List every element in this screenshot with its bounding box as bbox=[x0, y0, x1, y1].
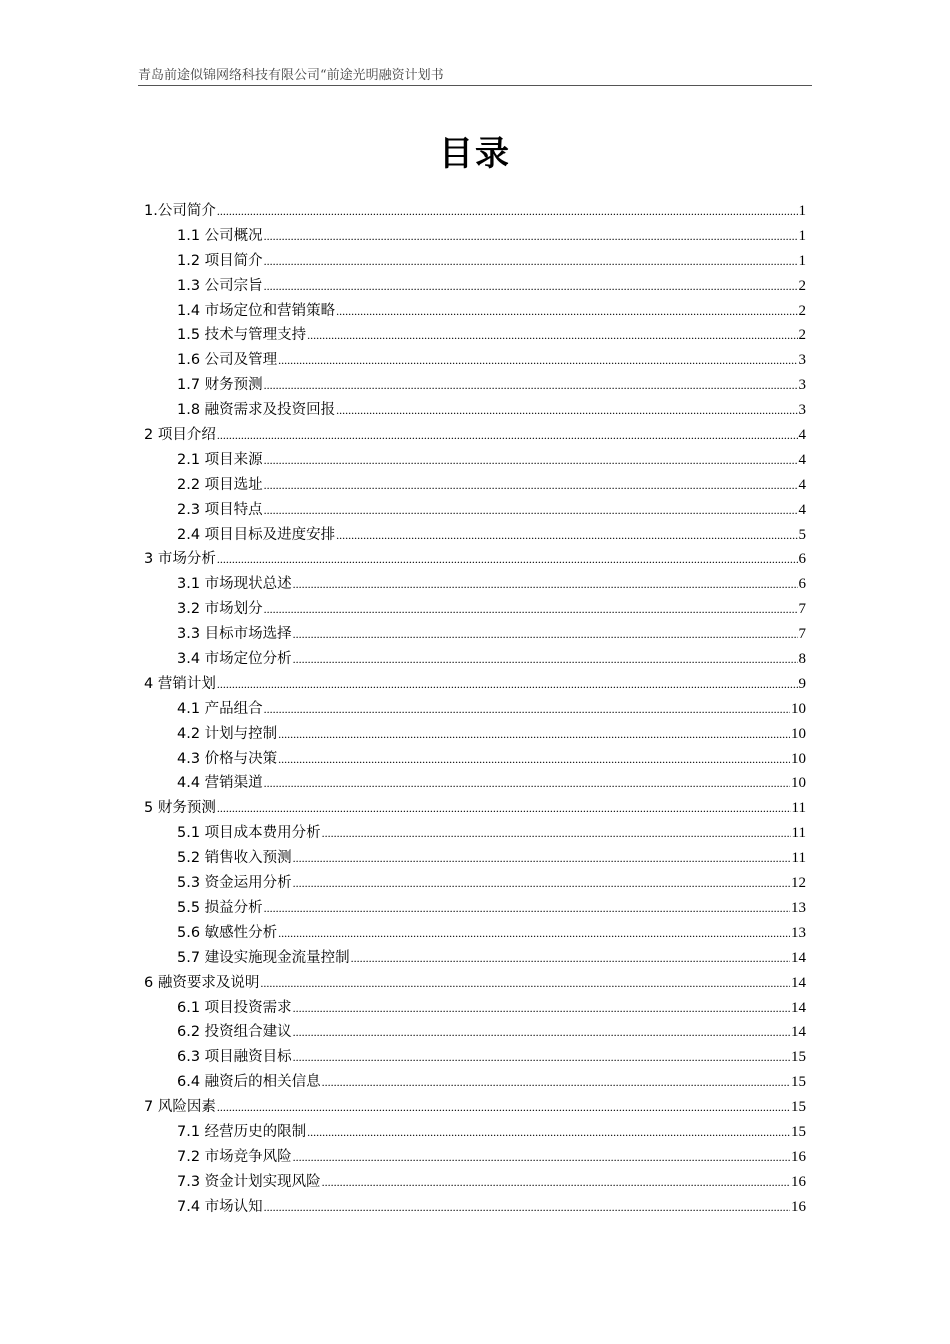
toc-page-number: 4 bbox=[798, 501, 806, 518]
toc-subsection-entry[interactable] bbox=[144, 622, 806, 647]
toc-section-entry[interactable] bbox=[144, 796, 806, 821]
toc-page-number: 4 bbox=[798, 451, 806, 468]
toc-subsection-entry[interactable] bbox=[144, 821, 806, 846]
toc-page-number: 11 bbox=[791, 850, 806, 867]
toc-subsection-entry[interactable] bbox=[144, 697, 806, 722]
toc-page-number: 4 bbox=[798, 476, 806, 493]
toc-page-number: 10 bbox=[791, 700, 806, 717]
toc-dot-leader bbox=[293, 622, 798, 647]
toc-entry-label: 1.3 公司宗旨 bbox=[177, 277, 263, 294]
toc-subsection-entry[interactable] bbox=[144, 1020, 806, 1045]
toc-page-number: 16 bbox=[791, 1198, 806, 1215]
toc-section-entry[interactable] bbox=[144, 672, 806, 697]
toc-page-number: 15 bbox=[791, 1074, 806, 1091]
toc-entry-label: 7.4 市场认知 bbox=[177, 1198, 263, 1215]
toc-subsection-entry[interactable] bbox=[144, 846, 806, 871]
toc-dot-leader bbox=[278, 921, 790, 946]
toc-page-number: 1 bbox=[798, 203, 806, 219]
toc-dot-leader bbox=[322, 1170, 790, 1195]
toc-subsection-entry[interactable] bbox=[144, 896, 806, 921]
toc-subsection-entry[interactable] bbox=[144, 1120, 806, 1145]
toc-dot-leader bbox=[264, 597, 798, 622]
toc-page-number: 14 bbox=[791, 1024, 806, 1041]
toc-entry-label: 3.2 市场划分 bbox=[177, 601, 263, 618]
toc-entry-label: 3 市场分析 bbox=[144, 551, 216, 568]
toc-subsection-entry[interactable] bbox=[144, 473, 806, 498]
toc-page-number: 3 bbox=[798, 377, 806, 394]
toc-dot-leader bbox=[336, 523, 797, 548]
toc-entry-label: 1.公司简介 bbox=[144, 203, 216, 219]
toc-entry-label: 7.3 资金计划实现风险 bbox=[177, 1173, 321, 1190]
toc-subsection-entry[interactable] bbox=[144, 249, 806, 274]
toc-subsection-entry[interactable] bbox=[144, 1045, 806, 1070]
toc-subsection-entry[interactable] bbox=[144, 597, 806, 622]
toc-page-number: 1 bbox=[798, 252, 806, 269]
toc-dot-leader bbox=[293, 996, 790, 1021]
toc-entry-label: 2 项目介绍 bbox=[144, 427, 216, 444]
toc-page-number: 15 bbox=[791, 1123, 806, 1140]
toc-page-number: 13 bbox=[791, 899, 806, 916]
toc-entry-label: 7 风险因素 bbox=[144, 1099, 216, 1116]
toc-page-number: 16 bbox=[791, 1173, 806, 1190]
toc-page-number: 2 bbox=[798, 302, 806, 319]
toc-entry-label: 6.1 项目投资需求 bbox=[177, 999, 292, 1016]
toc-entry-label: 7.1 经营历史的限制 bbox=[177, 1123, 307, 1140]
toc-entry-label: 4 营销计划 bbox=[144, 675, 216, 692]
toc-entry-label: 1.6 公司及管理 bbox=[177, 352, 278, 369]
toc-entry-label: 1.1 公司概况 bbox=[177, 227, 263, 244]
toc-dot-leader bbox=[264, 249, 798, 274]
toc-subsection-entry[interactable] bbox=[144, 299, 806, 324]
toc-entry-label: 5.7 建设实施现金流量控制 bbox=[177, 949, 350, 966]
toc-page-number: 16 bbox=[791, 1148, 806, 1165]
toc-entry-label: 2.2 项目选址 bbox=[177, 476, 263, 493]
toc-subsection-entry[interactable] bbox=[144, 722, 806, 747]
toc-dot-leader bbox=[264, 498, 798, 523]
toc-subsection-entry[interactable] bbox=[144, 498, 806, 523]
toc-entry-label: 5.1 项目成本费用分析 bbox=[177, 825, 321, 842]
toc-dot-leader bbox=[336, 398, 797, 423]
toc-section-entry[interactable] bbox=[144, 199, 806, 224]
toc-subsection-entry[interactable] bbox=[144, 398, 806, 423]
toc-page-number: 6 bbox=[798, 551, 806, 568]
toc-page-number: 10 bbox=[791, 750, 806, 767]
toc-dot-leader bbox=[293, 846, 791, 871]
toc-page-number: 13 bbox=[791, 924, 806, 941]
toc-subsection-entry[interactable] bbox=[144, 747, 806, 772]
toc-entry-label: 3.3 目标市场选择 bbox=[177, 626, 292, 643]
toc-dot-leader bbox=[264, 224, 798, 249]
toc-dot-leader bbox=[264, 697, 790, 722]
toc-entry-label: 5.2 销售收入预测 bbox=[177, 850, 292, 867]
toc-subsection-entry[interactable] bbox=[144, 448, 806, 473]
toc-subsection-entry[interactable] bbox=[144, 1145, 806, 1170]
toc-dot-leader bbox=[264, 373, 798, 398]
toc-subsection-entry[interactable] bbox=[144, 523, 806, 548]
toc-entry-label: 4.1 产品组合 bbox=[177, 700, 263, 717]
toc-page-number: 3 bbox=[798, 402, 806, 419]
toc-dot-leader bbox=[322, 1070, 790, 1095]
toc-dot-leader bbox=[217, 423, 798, 448]
toc-dot-leader bbox=[264, 274, 798, 299]
toc-dot-leader bbox=[217, 672, 798, 697]
toc-dot-leader bbox=[264, 448, 798, 473]
toc-dot-leader bbox=[278, 722, 790, 747]
toc-entry-label: 5.6 敏感性分析 bbox=[177, 924, 278, 941]
toc-page-number: 12 bbox=[791, 875, 806, 892]
toc-dot-leader bbox=[264, 1195, 790, 1220]
toc-page-number: 7 bbox=[798, 601, 806, 618]
toc-subsection-entry[interactable] bbox=[144, 647, 806, 672]
toc-dot-leader bbox=[260, 971, 790, 996]
toc-subsection-entry[interactable] bbox=[144, 1170, 806, 1195]
toc-subsection-entry[interactable] bbox=[144, 274, 806, 299]
toc-dot-leader bbox=[293, 572, 798, 597]
toc-subsection-entry[interactable] bbox=[144, 1195, 806, 1220]
toc-entry-label: 1.4 市场定位和营销策略 bbox=[177, 302, 336, 319]
toc-subsection-entry[interactable] bbox=[144, 1070, 806, 1095]
toc-entry-label: 6.3 项目融资目标 bbox=[177, 1049, 292, 1066]
toc-dot-leader bbox=[293, 647, 798, 672]
toc-dot-leader bbox=[264, 771, 790, 796]
toc-page-number: 9 bbox=[798, 675, 806, 692]
toc-page-number: 10 bbox=[791, 725, 806, 742]
toc-dot-leader bbox=[217, 796, 791, 821]
toc-entry-label: 1.7 财务预测 bbox=[177, 377, 263, 394]
toc-subsection-entry[interactable] bbox=[144, 771, 806, 796]
toc-page-number: 1 bbox=[798, 227, 806, 244]
toc-page-number: 7 bbox=[798, 626, 806, 643]
toc-dot-leader bbox=[264, 473, 798, 498]
toc-page-number: 11 bbox=[791, 800, 806, 817]
toc-subsection-entry[interactable] bbox=[144, 946, 806, 971]
toc-dot-leader bbox=[217, 547, 798, 572]
toc-entry-label: 1.5 技术与管理支持 bbox=[177, 327, 307, 344]
toc-page-number: 14 bbox=[791, 974, 806, 991]
toc-entry-label: 7.2 市场竞争风险 bbox=[177, 1148, 292, 1165]
toc-page-number: 14 bbox=[791, 949, 806, 966]
toc-page-number: 2 bbox=[798, 327, 806, 344]
toc-section-entry[interactable] bbox=[144, 423, 806, 448]
toc-subsection-entry[interactable] bbox=[144, 224, 806, 249]
toc-page-number: 11 bbox=[791, 825, 806, 842]
toc-page-number: 4 bbox=[798, 427, 806, 444]
toc-subsection-entry[interactable] bbox=[144, 921, 806, 946]
toc-section-entry[interactable] bbox=[144, 547, 806, 572]
toc-subsection-entry[interactable] bbox=[144, 572, 806, 597]
toc-dot-leader bbox=[264, 896, 790, 921]
toc-entry-label: 2.1 项目来源 bbox=[177, 451, 263, 468]
toc-page-number: 15 bbox=[791, 1099, 806, 1116]
toc-entry-label: 2.4 项目目标及进度安排 bbox=[177, 526, 336, 543]
toc-dot-leader bbox=[336, 299, 797, 324]
toc-subsection-entry[interactable] bbox=[144, 871, 806, 896]
toc-dot-leader bbox=[307, 323, 797, 348]
toc-dot-leader bbox=[217, 1095, 790, 1120]
toc-entry-label: 1.2 项目简介 bbox=[177, 252, 263, 269]
toc-entry-label: 4.4 营销渠道 bbox=[177, 775, 263, 792]
toc-page-number: 3 bbox=[798, 352, 806, 369]
toc-page-number: 8 bbox=[798, 651, 806, 668]
toc-entry-label: 6.2 投资组合建议 bbox=[177, 1024, 292, 1041]
toc-section-entry[interactable] bbox=[144, 1095, 806, 1120]
toc-subsection-entry[interactable] bbox=[144, 323, 806, 348]
toc-page-number: 15 bbox=[791, 1049, 806, 1066]
toc-subsection-entry[interactable] bbox=[144, 373, 806, 398]
toc-dot-leader bbox=[351, 946, 790, 971]
page-title: 目录 bbox=[439, 134, 511, 174]
toc-page-number: 2 bbox=[798, 277, 806, 294]
toc-page-number: 6 bbox=[798, 576, 806, 593]
toc-dot-leader bbox=[293, 1020, 790, 1045]
toc-dot-leader bbox=[293, 871, 790, 896]
table-of-contents bbox=[144, 199, 806, 1220]
toc-entry-label: 1.8 融资需求及投资回报 bbox=[177, 402, 336, 419]
toc-dot-leader bbox=[278, 747, 790, 772]
toc-entry-label: 5 财务预测 bbox=[144, 800, 216, 817]
toc-dot-leader bbox=[307, 1120, 790, 1145]
toc-entry-label: 4.2 计划与控制 bbox=[177, 725, 278, 742]
toc-subsection-entry[interactable] bbox=[144, 348, 806, 373]
toc-entry-label: 3.1 市场现状总述 bbox=[177, 576, 292, 593]
toc-section-entry[interactable] bbox=[144, 971, 806, 996]
toc-entry-label: 2.3 项目特点 bbox=[177, 501, 263, 518]
toc-dot-leader bbox=[293, 1045, 790, 1070]
page-header: 青岛前途似锦网络科技有限公司“前途光明融资计划书 bbox=[138, 64, 812, 86]
toc-dot-leader bbox=[293, 1145, 790, 1170]
toc-entry-label: 6 融资要求及说明 bbox=[144, 974, 260, 991]
toc-page-number: 14 bbox=[791, 999, 806, 1016]
toc-dot-leader bbox=[322, 821, 791, 846]
toc-entry-label: 4.3 价格与决策 bbox=[177, 750, 278, 767]
toc-entry-label: 3.4 市场定位分析 bbox=[177, 651, 292, 668]
toc-page-number: 5 bbox=[798, 526, 806, 543]
toc-entry-label: 5.3 资金运用分析 bbox=[177, 875, 292, 892]
toc-entry-label: 5.5 损益分析 bbox=[177, 899, 263, 916]
toc-subsection-entry[interactable] bbox=[144, 996, 806, 1021]
toc-dot-leader bbox=[217, 199, 798, 224]
toc-page-number: 10 bbox=[791, 775, 806, 792]
toc-entry-label: 6.4 融资后的相关信息 bbox=[177, 1074, 321, 1091]
toc-dot-leader bbox=[278, 348, 797, 373]
